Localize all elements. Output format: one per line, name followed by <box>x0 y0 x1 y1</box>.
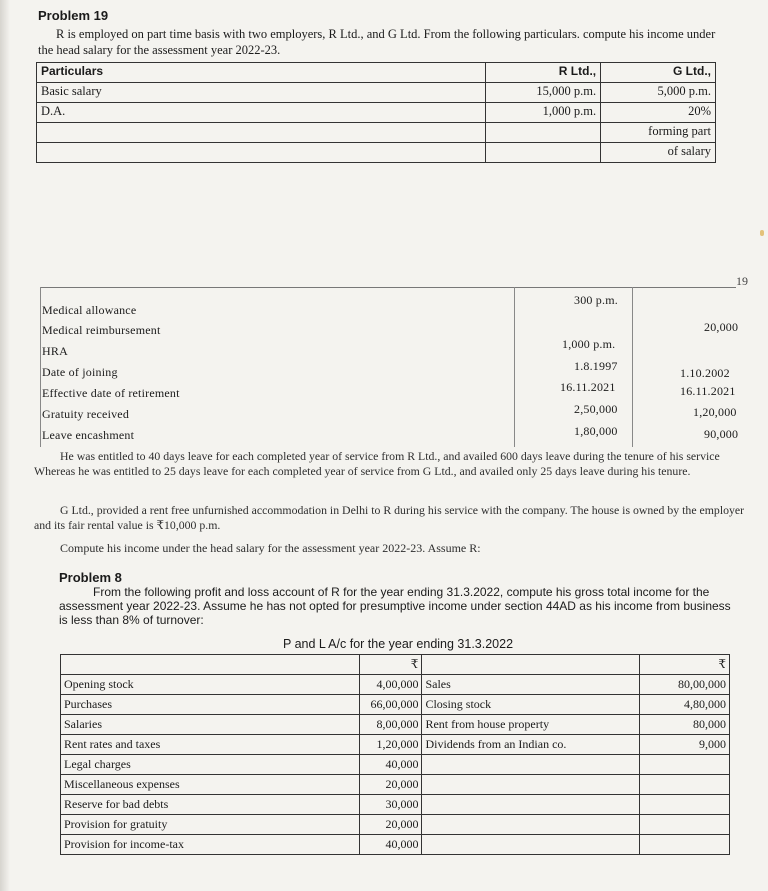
table-row <box>61 675 730 695</box>
debit-amount: 66,00,000 <box>360 695 422 715</box>
table-row <box>37 103 716 123</box>
row-g-value: 20% <box>601 103 716 123</box>
row-label: Basic salary <box>37 83 486 103</box>
debit-currency-symbol: ₹ <box>360 655 422 675</box>
continuation-r-value: 1.8.1997 <box>574 359 618 373</box>
problem-19-intro: R is employed on part time basis with two employers, R Ltd., and G Ltd. From the following particulars. compute his income under the head salary for the assessment year 2022-23. <box>38 27 716 57</box>
debit-label: Salaries <box>61 715 360 735</box>
header-r-ltd: R Ltd., <box>486 63 601 83</box>
debit-amount: 1,20,000 <box>360 735 422 755</box>
continuation-r-value: 1,80,000 <box>574 424 618 438</box>
credit-amount: 80,000 <box>640 715 730 735</box>
debit-label: Provision for gratuity <box>61 815 360 835</box>
pl-account-table <box>60 654 730 855</box>
continuation-g-value: 1,20,000 <box>693 405 737 419</box>
page-number: 19 <box>736 274 748 288</box>
table-row <box>61 775 730 795</box>
credit-label: Rent from house property <box>422 715 640 735</box>
table-row <box>37 123 716 143</box>
continuation-para-compute: Compute his income under the head salary for the assessment year 2022-23. Assume R: <box>60 541 481 555</box>
currency-row <box>61 655 730 675</box>
continuation-label: Medical allowance <box>42 303 137 317</box>
table-row <box>61 815 730 835</box>
continuation-g-value: 90,000 <box>704 427 739 441</box>
debit-amount: 20,000 <box>360 815 422 835</box>
continuation-label: Leave encashment <box>42 428 135 442</box>
debit-label: Provision for income-tax <box>61 835 360 855</box>
debit-amount: 30,000 <box>360 795 422 815</box>
continuation-g-value: 1.10.2002 <box>680 366 730 380</box>
row-label: D.A. <box>37 103 486 123</box>
debit-amount: 40,000 <box>360 755 422 775</box>
table-row <box>61 795 730 815</box>
page-edge-marker <box>760 230 764 236</box>
debit-label: Legal charges <box>61 755 360 775</box>
page-edge-shadow <box>0 0 10 891</box>
table-header-row <box>37 63 716 83</box>
credit-amount: 4,80,000 <box>640 695 730 715</box>
debit-label: Reserve for bad debts <box>61 795 360 815</box>
salary-particulars-table <box>36 62 716 163</box>
table-row <box>37 143 716 163</box>
table-row <box>61 715 730 735</box>
continuation-g-value: 20,000 <box>704 320 739 334</box>
table-row <box>61 835 730 855</box>
debit-amount: 8,00,000 <box>360 715 422 735</box>
credit-currency-symbol: ₹ <box>640 655 730 675</box>
continuation-para-leave: He was entitled to 40 days leave for each completed year of service from R Ltd., and availed 600 days leave during the tenure of his service Whereas he was entitled to 25 days leave for each completed year of service from G Ltd., and availed only 25 days leave during his tenure. <box>34 449 720 478</box>
debit-label: Opening stock <box>61 675 360 695</box>
problem-19-title: Problem 19 <box>38 8 109 23</box>
row-g-value: 5,000 p.m. <box>601 83 716 103</box>
continuation-label: HRA <box>42 344 68 358</box>
pl-account-title: P and L A/c for the year ending 31.3.2022 <box>283 637 514 651</box>
continuation-r-value: 1,000 p.m. <box>562 337 616 351</box>
table-row <box>37 83 716 103</box>
credit-amount: 9,000 <box>640 735 730 755</box>
credit-label: Sales <box>422 675 640 695</box>
divider <box>632 287 633 447</box>
row-r-value <box>486 123 601 143</box>
table-row <box>61 695 730 715</box>
credit-label: Closing stock <box>422 695 640 715</box>
credit-label: Dividends from an Indian co. <box>422 735 640 755</box>
credit-amount: 80,00,000 <box>640 675 730 695</box>
row-label <box>37 123 486 143</box>
row-g-value: of salary <box>601 143 716 163</box>
row-label <box>37 143 486 163</box>
continuation-r-value: 16.11.2021 <box>560 380 616 394</box>
continuation-label: Gratuity received <box>42 407 130 421</box>
continuation-para-accommodation: G Ltd., provided a rent free unfurnished accommodation in Delhi to R during his service with the company. The house is owned by the employer and its fair rental value is ₹10,000 p.m. <box>34 503 745 532</box>
row-r-value: 1,000 p.m. <box>486 103 601 123</box>
continuation-g-value: 16.11.2021 <box>680 384 736 398</box>
table-row <box>61 735 730 755</box>
continuation-label: Medical reimbursement <box>42 323 161 337</box>
problem-8-title: Problem 8 <box>59 570 122 585</box>
continuation-r-value: 2,50,000 <box>574 402 618 416</box>
row-r-value: 15,000 p.m. <box>486 83 601 103</box>
debit-label: Miscellaneous expenses <box>61 775 360 795</box>
divider <box>40 287 41 447</box>
problem-8-intro: From the following profit and loss account of R for the year ending 31.3.2022, compute his gross total income for the assessment year 2022-23. Assume he has not opted for presumptive income under section 44AD as his income from business is less than 8% of turnover: <box>59 585 731 627</box>
debit-label: Rent rates and taxes <box>61 735 360 755</box>
debit-amount: 40,000 <box>360 835 422 855</box>
row-r-value <box>486 143 601 163</box>
continuation-label: Date of joining <box>42 365 118 379</box>
debit-amount: 20,000 <box>360 775 422 795</box>
debit-amount: 4,00,000 <box>360 675 422 695</box>
header-g-ltd: G Ltd., <box>601 63 716 83</box>
header-particulars: Particulars <box>37 63 486 83</box>
table-row <box>61 755 730 775</box>
continuation-label: Effective date of retirement <box>42 386 180 400</box>
row-g-value: forming part <box>601 123 716 143</box>
continuation-r-value: 300 p.m. <box>574 293 618 307</box>
debit-label: Purchases <box>61 695 360 715</box>
divider <box>514 287 515 447</box>
